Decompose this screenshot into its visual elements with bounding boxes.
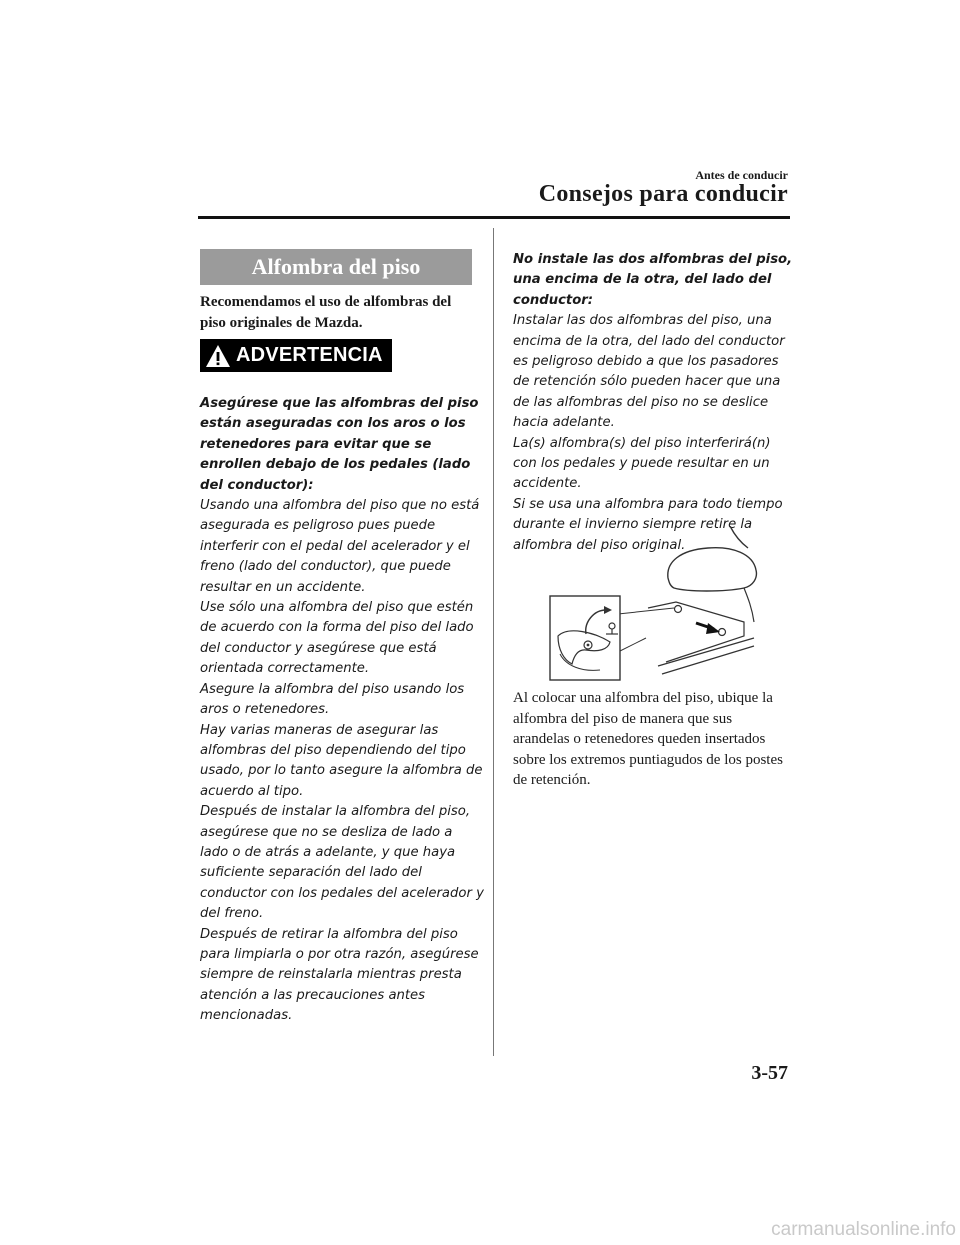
page-header-title: Consejos para conducir (538, 181, 788, 207)
section-intro: Recomendamos el uso de alfombras del piso originales de Mazda. (200, 294, 452, 331)
warning-label: ADVERTENCIA (236, 344, 383, 366)
chapter-label: Antes de conducir (695, 168, 788, 182)
section-title: Alfombra del piso (200, 249, 472, 285)
warning-paragraph: Use sólo una alfombra del piso que estén de acuerdo con la forma del piso del lado del conductor y asegúrese que está orientada correctamente. (200, 600, 474, 677)
header-rule (198, 216, 790, 219)
warning-badge (200, 339, 392, 372)
right-warning-heading: No instale las dos alfombras del piso, una encima de la otra, del lado del conductor: (513, 252, 793, 308)
right-warning-body (513, 250, 793, 556)
right-warning-paragraph: La(s) alfombra(s) del piso interferirá(n) con los pedales y puede resultar en un accidente. (513, 435, 771, 492)
floor-mat-illustration (548, 526, 758, 684)
page-number: 3-57 (751, 1062, 788, 1084)
warning-paragraph: Asegure la alfombra del piso usando los aros o retenedores. (200, 681, 465, 718)
warning-triangle-icon (205, 343, 231, 369)
right-warning-paragraph: Instalar las dos alfombras del piso, una encima de la otra, del lado del conductor es peligroso debido a que los pasadores de retención sólo pueden hacer que una de las alfombras del piso no se deslice hacia adelante. (513, 313, 785, 431)
illustration-caption: Al colocar una alfombra del piso, ubique la alfombra del piso de manera que sus arandelas o retenedores queden insertados sobre los extremos puntiagudos de los postes de retención. (513, 690, 783, 788)
watermark: carmanualsonline.info (771, 1219, 956, 1240)
warning-paragraph: Usando una alfombra del piso que no está asegurada es peligroso pues puede interferir con el pedal del acelerador y el freno (lado del conductor), que puede resultar en un accidente. (200, 498, 480, 595)
warning-paragraph: Hay varias maneras de asegurar las alfombras del piso dependiendo del tipo usado, por lo tanto asegure la alfombra de acuerdo al tipo. (200, 722, 483, 799)
warning-paragraph: Después de retirar la alfombra del piso para limpiarla o por otra razón, asegúrese siempre de reinstalarla mientras presta atención a las precauciones antes mencionadas. (200, 926, 479, 1024)
column-divider (493, 228, 494, 1056)
warning-paragraph: Después de instalar la alfombra del piso, asegúrese que no se desliza de lado a lado o de atrás a adelante, y que haya suficiente separación del lado del conductor con los pedales del acelerador y del freno. (200, 804, 484, 922)
right-warning-paragraph: Si se usa una alfombra para todo tiempo durante el invierno siempre retire la alfombra del piso original. (513, 496, 783, 553)
warning-body (200, 394, 484, 1027)
warning-heading: Asegúrese que las alfombras del piso están aseguradas con los aros o los retenedores para evitar que se enrollen debajo de los pedales (lado del conductor): (200, 396, 479, 493)
